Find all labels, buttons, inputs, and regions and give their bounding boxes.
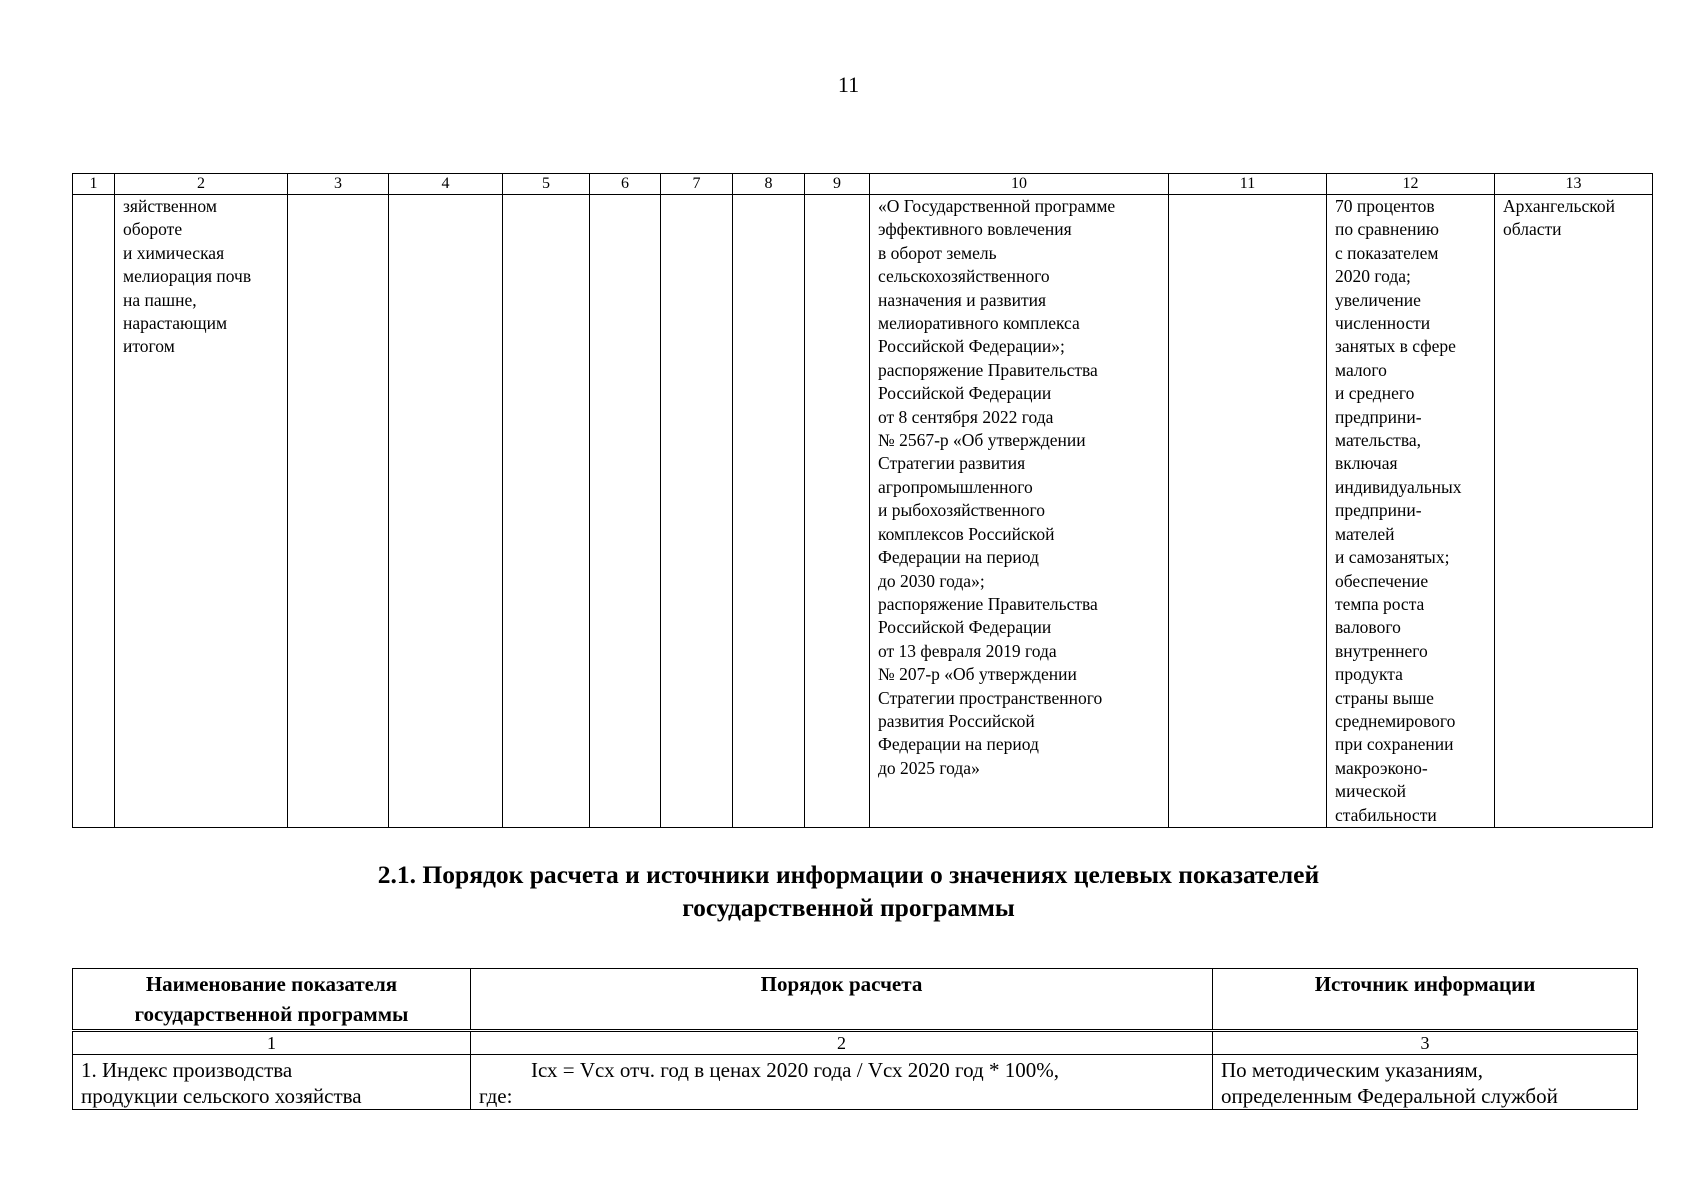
goals-line: мательства,	[1335, 430, 1421, 451]
cell-col11	[1169, 195, 1327, 828]
legal-basis-line: назначения и развития	[878, 289, 1047, 310]
legal-basis-line: Российской Федерации»;	[878, 336, 1065, 357]
goals-line: при сохранении	[1335, 734, 1454, 755]
col-number: 3	[1213, 1031, 1638, 1055]
goals-line: 2020 года;	[1335, 266, 1411, 287]
indicator-name-line: мелиорация почв	[123, 266, 252, 287]
cell-col5	[503, 195, 590, 828]
responsible-line: области	[1503, 219, 1562, 240]
goals-line: обеспечение	[1335, 570, 1429, 591]
legal-basis-line: от 8 сентября 2022 года	[878, 406, 1054, 427]
section-title-line2: государственной программы	[682, 893, 1015, 922]
goals-line: малого	[1335, 359, 1387, 380]
page-number: 11	[837, 72, 860, 97]
goals-line: предприни-	[1335, 406, 1422, 427]
goals-line: 70 процентов	[1335, 196, 1435, 216]
col-number: 7	[661, 174, 733, 195]
goals-line: занятых в сфере	[1335, 336, 1456, 357]
indicator-name-line: итогом	[123, 336, 175, 357]
column-number-row	[73, 174, 1653, 195]
header-indicator-name-line1: Наименование показателя	[145, 972, 398, 996]
goals-line: индивидуальных	[1335, 476, 1462, 497]
cell-responsible	[1495, 195, 1653, 828]
legal-basis-line: комплексов Российской	[878, 523, 1055, 544]
goals-line: стабильности	[1335, 804, 1437, 825]
goals-line: по сравнению	[1335, 219, 1439, 240]
legal-basis-line: № 207-р «Об утверждении	[878, 664, 1077, 685]
section-title-line1: 2.1. Порядок расчета и источники информации о значениях целевых показателей	[377, 860, 1320, 889]
legal-basis-line: в оборот земель	[878, 242, 997, 263]
header-indicator-name-line2: государственной программы	[134, 1002, 409, 1026]
table-row	[73, 1055, 1638, 1110]
col-number: 13	[1495, 174, 1653, 195]
cell-col7	[661, 195, 733, 828]
col-number: 1	[73, 174, 115, 195]
col-number: 4	[389, 174, 503, 195]
cell-col4	[389, 195, 503, 828]
col-number: 2	[471, 1031, 1213, 1055]
formula-line: Iсх = Vсх отч. год в ценах 2020 года / Vсх 2020 год * 100%,	[531, 1058, 1059, 1082]
goals-line: темпа роста	[1335, 593, 1425, 614]
col-number: 9	[805, 174, 870, 195]
table-row	[73, 195, 1653, 828]
legal-basis-lines	[870, 195, 1168, 780]
goals-line: продукта	[1335, 664, 1403, 685]
col-number: 3	[288, 174, 389, 195]
indicator-name-lines	[115, 195, 287, 359]
header-info-source: Источник информации	[1213, 969, 1638, 1031]
goals-line: предприни-	[1335, 500, 1422, 521]
legal-basis-line: Российской Федерации	[878, 383, 1052, 404]
goals-lines	[1327, 195, 1494, 827]
legal-basis-line: эффективного вовлечения	[878, 219, 1072, 240]
info-source-line1: По методическим указаниям,	[1221, 1058, 1483, 1082]
col-number: 5	[503, 174, 590, 195]
indicator-name-line: нарастающим	[123, 313, 228, 334]
col-number: 6	[590, 174, 661, 195]
cell-info-source	[1213, 1055, 1638, 1110]
legal-basis-line: Стратегии пространственного	[878, 687, 1103, 708]
goals-line: среднемирового	[1335, 710, 1456, 731]
cell-col8	[733, 195, 805, 828]
indicator-name-line: зяйственном	[123, 196, 217, 216]
cell-col1	[73, 195, 115, 828]
col-number: 11	[1169, 174, 1327, 195]
goals-line: увеличение	[1335, 289, 1421, 310]
legal-basis-line: развития Российской	[878, 710, 1035, 731]
header-indicator-name	[73, 969, 471, 1031]
responsible-line: Архангельской	[1503, 196, 1615, 216]
info-source-line2: определенным Федеральной службой	[1221, 1084, 1558, 1108]
col-number: 8	[733, 174, 805, 195]
header-calculation-order: Порядок расчета	[471, 969, 1213, 1031]
legal-basis-line: от 13 февраля 2019 года	[878, 640, 1057, 661]
legal-basis-line: агропромышленного	[878, 476, 1033, 497]
formula-where-line: где:	[479, 1084, 513, 1108]
col-number: 1	[73, 1031, 471, 1055]
col-number: 10	[870, 174, 1169, 195]
legal-basis-line: мелиоративного комплекса	[878, 313, 1080, 334]
legal-basis-line: «О Государственной программе	[878, 196, 1116, 216]
calc-header-row	[73, 969, 1638, 1031]
goals-line: и самозанятых;	[1335, 547, 1450, 568]
cell-calculation-formula	[471, 1055, 1213, 1110]
legal-basis-line: до 2025 года»	[878, 757, 980, 778]
goals-line: мической	[1335, 781, 1406, 802]
goals-line: и среднего	[1335, 383, 1415, 404]
legal-basis-line: Стратегии развития	[878, 453, 1026, 474]
cell-goals	[1327, 195, 1495, 828]
goals-line: с показателем	[1335, 242, 1439, 263]
legal-basis-line: № 2567-р «Об утверждении	[878, 430, 1086, 451]
goals-line: численности	[1335, 313, 1431, 334]
calc-column-number-row	[73, 1031, 1638, 1055]
legal-basis-line: до 2030 года»;	[878, 570, 985, 591]
cell-indicator-name	[115, 195, 288, 828]
col-number: 2	[115, 174, 288, 195]
calculation-table	[72, 968, 1638, 1110]
legal-basis-line: Российской Федерации	[878, 617, 1052, 638]
responsible-lines	[1495, 195, 1652, 242]
legal-basis-line: сельскохозяйственного	[878, 266, 1050, 287]
legal-basis-line: Федерации на период	[878, 547, 1039, 568]
indicator-name-line: обороте	[123, 219, 183, 240]
indicators-table	[72, 173, 1653, 828]
section-title	[0, 858, 1697, 924]
indicator-name-line2: продукции сельского хозяйства	[81, 1084, 362, 1108]
cell-legal-basis	[870, 195, 1169, 828]
indicator-name-line: и химическая	[123, 242, 225, 263]
legal-basis-line: и рыбохозяйственного	[878, 500, 1045, 521]
col-number: 12	[1327, 174, 1495, 195]
indicator-name-line: на пашне,	[123, 289, 197, 310]
goals-line: страны выше	[1335, 687, 1434, 708]
cell-col3	[288, 195, 389, 828]
goals-line: мателей	[1335, 523, 1395, 544]
goals-line: включая	[1335, 453, 1398, 474]
legal-basis-line: распоряжение Правительства	[878, 593, 1098, 614]
cell-indicator-name	[73, 1055, 471, 1110]
goals-line: валового	[1335, 617, 1401, 638]
cell-col6	[590, 195, 661, 828]
goals-line: макроэконо-	[1335, 757, 1428, 778]
goals-line: внутреннего	[1335, 640, 1428, 661]
legal-basis-line: распоряжение Правительства	[878, 359, 1098, 380]
cell-col9	[805, 195, 870, 828]
legal-basis-line: Федерации на период	[878, 734, 1039, 755]
indicator-name-line1: 1. Индекс производства	[81, 1058, 293, 1082]
